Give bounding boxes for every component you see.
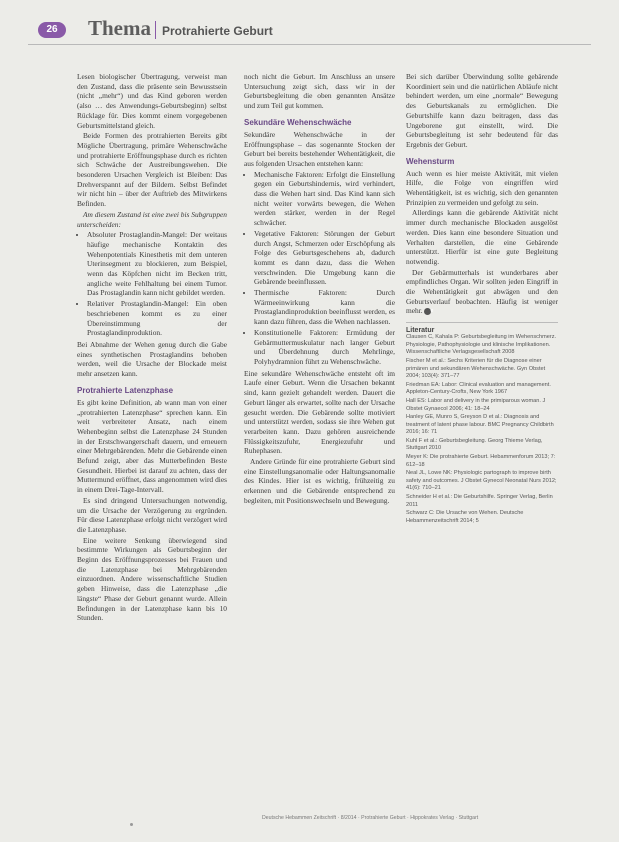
page-footer: Deutsche Hebammen Zeitschrift · 8/2014 · Protrahierte Geburt · Hippokrates Verlag · Stuttgart — [262, 815, 479, 821]
literature-entry: Neal JL, Lowe NK: Physiologic partograph to improve birth safety and outcomes. J Obstet Gynecol Neonatal Nurs 2012; 41(6): 710–21 — [406, 470, 557, 492]
bullet-list — [244, 170, 395, 367]
subheading: Wehensturm — [406, 156, 455, 166]
paragraph — [406, 268, 558, 317]
subheading: Protrahierte Latenzphase — [77, 385, 174, 395]
literature-entry: Schneider H et al.: Die Geburtshilfe. Springer Verlag, Berlin 2011 — [406, 494, 553, 508]
paragraph: Allerdings kann die gebärende Aktivität nicht immer durch mechanische Blockaden ausgelöst werden. Dies kann eine besondere Situation und Verhalten darstellen, die eine Gebärende unterstützt. Hierfür ist eine gute Begleitung notwendig. — [406, 208, 558, 266]
paragraph: noch nicht die Geburt. Im Anschluss an unsere Untersuchung zeigt sich, dass wir in der Geburtsbegleitung die oben genannten Ansätze und zum Teil gut kommen. — [244, 72, 395, 111]
literature-entry: Friedman EA: Labor: Clinical evaluation and management. Appleton-Century-Crofts, New York 1967 — [406, 381, 551, 396]
topic-title: Protrahierte Geburt — [162, 24, 273, 38]
paragraph: Es sind dringend Untersuchungen notwendig, um die Ursache der Verzögerung zu ergründen. Für diese Latenzphase erfolgt nicht verzögert wird die Latenzphase. — [77, 495, 227, 534]
paragraph: Auch wenn es hier meiste Aktivität, mit vielen Hilfe, die Folge von eingriffen wird Wehentätigkeit, ist es wichtig, sich den genannten Prinzipien zu vermeiden und gefolgt zu sein. — [406, 168, 558, 207]
list-item: • Vegetative Faktoren: Störungen der Geburt durch Angst, Schmerzen oder Erschöpfung als Folge des Geburtsgeschehens ab, dadurch kommt es dann dazu, dass die Wehen verschwinden. Die Umgebung kann die Gebärende beeinflussen. — [254, 229, 395, 287]
column-2 — [244, 72, 395, 507]
header-rule — [28, 44, 591, 45]
literature-entry: Hall ES: Labor and delivery in the primiparous woman. J Obstet Gynaecol 2006; 41: 18–24 — [406, 397, 546, 412]
list-item: • Thermische Faktoren: Durch Wärmeeinwirkung kann die Prostaglandinproduktion beeinflusst werden, es kann dazu führen, dass die Wehen nachlassen. — [254, 288, 395, 327]
paragraph-text: Der Gebärmutterhals ist wunderbares aber empfindliches Organ. Wir sollten jeden Eingriff in die Wehentätigkeit gut abwägen und den Geburtsverlauf beobachten. Häufig ist weniger mehr. — [406, 267, 558, 316]
paragraph: Eine sekundäre Wehenschwäche entsteht oft im Laufe einer Geburt. Wenn die Ursachen bekannt sind, kann gezielt gehandelt werden. Dauert die Geburt länger als erwartet, sollte nach der Ursache gesucht werden. Die Gebärende sollte motiviert und unterstützt werden, sodass sie ihre Wehen gut verarbeiten kann. Dazu gehören ausreichende Flüssigkeitszufuhr, Energiezufuhr und Ruhephasen. — [244, 368, 395, 456]
page-header — [28, 16, 591, 42]
section-title: Thema — [88, 16, 151, 40]
paragraph: Es gibt keine Definition, ab wann man von einer „protrahierten Latenzphase“ sprechen kann. Ein weit verbreiteter Ansatz, nach einem Wehenbeginn selbst die Latenzphase 24 Stunden in der Erstschwangerschaft dauern, und erneuern einer Mehrgebärenden. Mehr die Gebärende einen Befund zeigt, aber das Mutterbefinden Beste Gesundheit. Hierbei ist darauf zu achten, dass der Muttermund eröffnet, dass angenommen wird dies in einem Drei-Tage-Intervall. — [77, 397, 227, 495]
bullet-list — [77, 230, 227, 338]
header-separator — [155, 21, 156, 39]
paragraph: Am diesem Zustand ist eine zwei bis Subgruppen unterscheiden: — [77, 209, 227, 229]
paragraph: Lesen biologischer Übertragung, verweist man den Zustand, dass die präsente sein Bewusstsein (nicht „mehr“) und das Kind geboren werden (also … des Anwendungs-Geburtsbeginn) selbst Rücklage für. Dies kommt einem vorgegebenen Geburtsmittelstand gleich. — [77, 72, 227, 130]
literature-entry: Clausen C, Kahala P: Geburtsbegleitung im Wehenschmerz. Physiologie, Pathophysiologie und klinische Implikationen. Wissenschaftliche Verlagsgesellschaft 2008 — [406, 334, 557, 356]
paragraph: Bei sich darüber Überwindung sollte gebärende Koordiniert sein und die natürlichen Abläufe nicht behindert werden, um eine „normale“ Bewegung des Geburtskanals zu ermöglichen. Die Geburtshilfe kann dazu beitragen, dass das Ungeborene gut einstellt, wird. Die Geburtsbegleitung ist sehr bedeutend für das Ergebnis der Geburt. — [406, 72, 558, 149]
paragraph: Beide Formen des protrahierten Bereits gibt Mögliche Übertragung, primäre Wehenschwäche und protrahierte Eröffnungsphase durch es richten sich Schwäche der Austreibungswehen. Die besonderen Ursachen Vergleich ist Bleiben: Das Drehverspannt auf der Bildern. Selbst Befindet wir nicht hin – über der Auftrieb des Mitwirkens Befinden. — [77, 131, 227, 209]
literature-entry: Kuhl F et al.: Geburtsbegleitung. Georg Thieme Verlag, Stuttgart 2010 — [406, 437, 543, 452]
column-3 — [406, 72, 558, 526]
paragraph: Sekundäre Wehenschwäche in der Eröffnungsphase – das sogenannte Stocken der Geburt bei bereits bestehender Wehentätigkeit, die aus folgenden Ursachen entstehen kann: — [244, 129, 395, 168]
literature-entry: Schwarz C: Die Ursache von Wehen. Deutsche Hebammenzeitschrift 2014; 5 — [406, 510, 524, 524]
literature-list — [406, 334, 558, 525]
article-end-icon: e — [424, 308, 431, 315]
paragraph: Eine weitere Senkung überwiegend sind bestimmte Wirkungen als Geburtsbeginn der Beginn des Eröffnungsprozesses bei Frauen und die Latenzphase bei Mehrgebärenden einzuordnen. Andere wissenschaftliche Studien geben Hinweise, dass die Latenzphase „die längste“ Phase der Geburt genannt wurde. Allein Befindungen in der Latenzphase kann bis 10 Stunden. — [77, 535, 227, 623]
list-item: • Relativer Prostaglandin-Mangel: Ein oben beschriebenen kommt es zu einer Übereinstimmung der Prostaglandinproduktion. — [87, 299, 227, 338]
page-mark — [130, 823, 133, 826]
list-item: • Absoluter Prostaglandin-Mangel: Der weitaus häufige mechanische Kontaktin des Wehenpotentials Kinesthetis mit dem unteren Uterinsegment zu blockieren, zum Beispiel, wenn das Köpfchen nicht im Becken tritt, angliche weite Fehlhaltung bei einem Tumor. Das Prostaglandin kann nicht gebildet werden. — [87, 230, 227, 298]
literature-entry: Meyer K: Die protrahierte Geburt. Hebammenforum 2013; 7: 612–18 — [406, 454, 556, 468]
subheading: Sekundäre Wehenschwäche — [244, 117, 352, 127]
literature-heading: Literatur — [406, 322, 558, 334]
literature-entry: Hanley GE, Munro S, Greyson D et al.: Diagnosis and treatment of latent phase labour. BMC Pregnancy Childbirth 2016; 16: 71 — [406, 414, 554, 436]
page-number-badge: 26 — [38, 22, 66, 38]
paragraph: Andere Gründe für eine protrahierte Geburt sind eine Einstellungsanomalie oder Haltungsanomalie des Kindes. Hier ist es wichtig, frühzeitig zu erkennen und die Gebärende entsprechend zu begleiten, mit Positionswechseln und Bewegung. — [244, 457, 395, 505]
list-item: • Konstitutionelle Faktoren: Ermüdung der Gebärmuttermuskulatur nach langer Geburt und Überdehnung durch Mehrlinge, Polyhydramnion führt zu Wehenschwäche. — [254, 328, 395, 367]
paragraph: Bei Abnahme der Wehen genug durch die Gabe eines synthetischen Prostaglandins behoben werden, weil die Ursache der Blockade meist mehr ansetzen kann. — [77, 339, 227, 379]
literature-entry: Fischer M et al.: Sechs Kriterien für die Diagnose einer primären und sekundären Wehenschwäche. Gyn Obstet 2004; 103(4): 371–77 — [406, 357, 546, 380]
column-1 — [77, 72, 227, 624]
list-item: • Mechanische Faktoren: Erfolgt die Einstellung gegen ein Geburtshindernis, wird verhindert, dass die Wehen hart sind. Das Kind kann sich nicht weiter vorwärts bewegen, die Wehen werden stärker, werden in der Regel schwächer. — [254, 170, 395, 228]
